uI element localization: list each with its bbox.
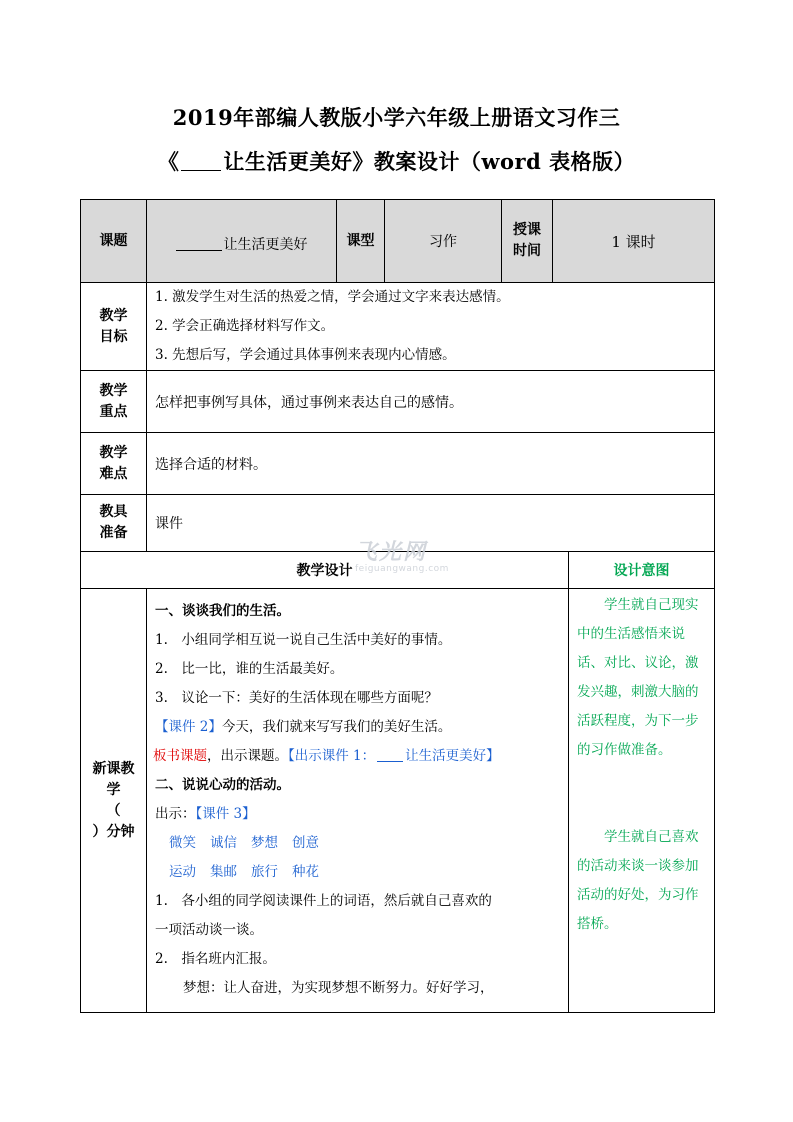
word-item: 创意 (292, 835, 319, 851)
time-label: 授课时间 (502, 200, 553, 283)
courseware2-line (155, 713, 566, 742)
header-row (81, 200, 715, 283)
word-item: 集邮 (210, 864, 237, 880)
show-label: 出示： (155, 806, 196, 822)
word-item: 旅行 (251, 864, 278, 880)
difficulties-text: 选择合适的材料。 (147, 433, 715, 495)
topic-label: 课题 (81, 200, 147, 283)
watermark-big: 飞光网 (355, 540, 428, 565)
goals-row (81, 283, 715, 371)
words-row-2 (155, 858, 566, 887)
document-title-line2 (0, 146, 793, 176)
goals-list (147, 283, 715, 371)
watermark-small: feiguangwang.com (355, 564, 449, 574)
key-points-label: 教学重点 (81, 371, 147, 433)
document-title-line1: 2019年部编人教版小学六年级上册语文习作三 (172, 105, 621, 130)
title-open-bracket: 《 (157, 149, 180, 174)
board-blank (377, 747, 403, 762)
goal-item: 1. 激发学生对生活的热爱之情，学会通过文字来表达感情。 (155, 289, 510, 305)
type-value: 习作 (385, 200, 502, 283)
board-blue-suffix: 让生活更美好】 (405, 748, 500, 764)
board-line (153, 742, 566, 771)
s2-item1-b: 一项活动谈一谈。 (155, 922, 263, 938)
key-points-row (81, 371, 715, 433)
word-item: 梦想 (251, 835, 278, 851)
s2-item2: 2. 指名班内汇报。 (155, 951, 276, 967)
lesson-content (147, 589, 569, 1013)
tools-text: 课件 (147, 495, 715, 552)
type-label: 课型 (337, 200, 385, 283)
courseware2-tag: 【课件 2】 (155, 719, 222, 735)
watermark-logo (355, 535, 449, 574)
section1-title: 一、谈谈我们的生活。 (155, 603, 290, 619)
s1-item: 3. 议论一下：美好的生活体现在哪些方面呢？ (155, 690, 438, 706)
key-points-text: 怎样把事例写具体，通过事例来表达自己的感情。 (147, 371, 715, 433)
word-item: 微笑 (169, 835, 196, 851)
topic-blank (176, 236, 222, 251)
s2-item1-a: 1. 各小组的同学阅读课件上的词语，然后就自己喜欢的 (155, 893, 492, 909)
lesson-label (81, 589, 147, 1013)
lesson-label-paren: （ (106, 802, 121, 819)
design-intent (569, 589, 715, 1013)
s2-item3: 梦想：让人奋进，为实现梦想不断努力。好好学习， (183, 980, 494, 996)
word-item: 运动 (169, 864, 196, 880)
lesson-label-bottom: ）分钟 (92, 823, 135, 840)
show-tag: 【课件 3】 (195, 806, 256, 822)
intent-para-2: 学生就自己喜欢的活动来谈一谈参加活动的好处，为习作搭桥。 (577, 829, 699, 932)
time-value: 1 课时 (553, 200, 715, 283)
board-blue-prefix: 【出示课件 1： (288, 748, 376, 764)
design-header-right: 设计意图 (569, 552, 715, 589)
title-blank (181, 152, 221, 171)
word-item: 诚信 (210, 835, 237, 851)
board-red-text: 板书课题 (153, 748, 207, 764)
word-item: 种花 (292, 864, 319, 880)
goal-item: 2. 学会正确选择材料写作文。 (155, 318, 335, 334)
goal-item: 3. 先想后写，学会通过具体事例来表现内心情感。 (155, 347, 456, 363)
title-suffix: 让生活更美好》教案设计（word 表格版） (223, 149, 636, 174)
difficulties-row (81, 433, 715, 495)
design-header-left: 教学设计 (81, 552, 569, 589)
tools-label: 教具准备 (81, 495, 147, 552)
s1-item: 2. 比一比，谁的生活最美好。 (155, 661, 344, 677)
words-row-1 (155, 829, 566, 858)
lesson-plan-table (80, 199, 715, 1013)
s1-item: 1. 小组同学相互说一说自己生活中美好的事情。 (155, 632, 452, 648)
goals-label: 教学目标 (81, 283, 147, 371)
courseware2-text: 今天，我们就来写写我们的美好生活。 (221, 719, 452, 735)
intent-para-1: 学生就自己现实中的生活感悟来说话、对比、议论，激发兴趣，刺激大脑的活跃程度，为下一步的习作做准备。 (577, 597, 699, 758)
topic-text: 让生活更美好 (223, 237, 308, 253)
show-line (155, 800, 566, 829)
section2-title: 二、说说心动的活动。 (155, 777, 290, 793)
difficulties-label: 教学难点 (81, 433, 147, 495)
board-black-text: ，出示课题。 (207, 748, 288, 764)
topic-value (147, 200, 337, 283)
lesson-row (81, 589, 715, 1013)
lesson-label-top: 新课教学 (92, 760, 135, 798)
